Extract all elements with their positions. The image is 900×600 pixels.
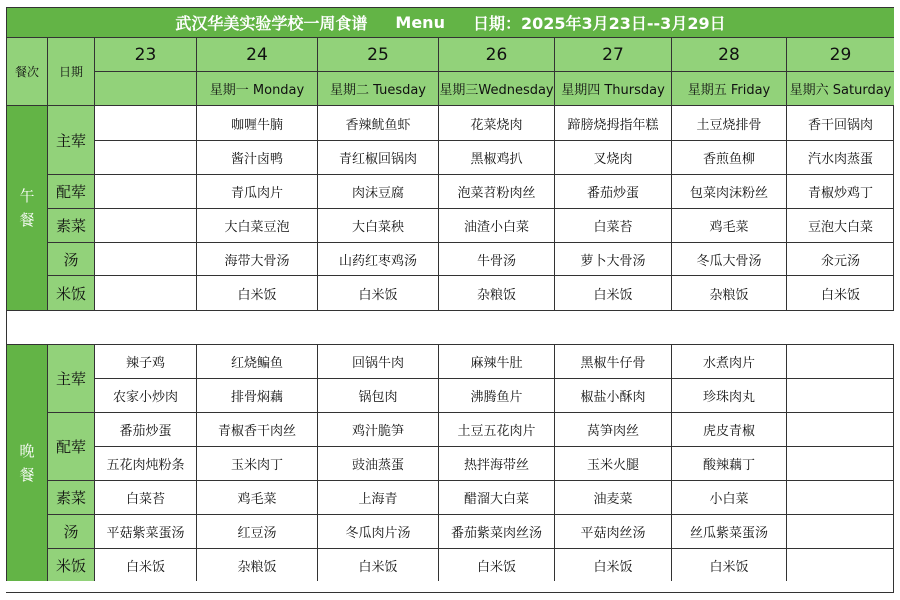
lunch-dish-cell: 青红椒回锅肉 xyxy=(317,140,438,174)
lunch-dish-cell xyxy=(94,174,196,208)
lunch-dish-cell: 青椒炒鸡丁 xyxy=(786,174,894,208)
weekday-label: 星期二 Tuesday xyxy=(317,71,438,105)
day-number: 29 xyxy=(786,37,894,71)
dinner-dish-cell: 五花肉炖粉条 xyxy=(94,446,196,480)
day-number: 28 xyxy=(671,37,786,71)
lunch-dish-cell: 白菜苔 xyxy=(554,208,671,242)
lunch-dish-cell: 黑椒鸡扒 xyxy=(438,140,554,174)
lunch-dish-cell xyxy=(94,208,196,242)
lunch-dish-cell: 叉烧肉 xyxy=(554,140,671,174)
lunch-dish-cell: 肉沫豆腐 xyxy=(317,174,438,208)
dinner-dish-cell xyxy=(786,378,894,412)
dinner-dish-cell: 白米饭 xyxy=(438,548,554,581)
lunch-dish-cell: 豆泡大白菜 xyxy=(786,208,894,242)
lunch-soup-category: 汤 xyxy=(47,242,94,275)
dinner-dish-cell xyxy=(786,344,894,378)
day-number: 24 xyxy=(196,37,317,71)
weekly-menu-table xyxy=(6,7,894,593)
lunch-dish-cell: 白米饭 xyxy=(554,275,671,310)
meal-header: 餐次 xyxy=(6,37,47,105)
lunch-label xyxy=(6,105,47,310)
dinner-dish-cell: 冬瓜肉片汤 xyxy=(317,514,438,548)
dinner-dish-cell: 番茄炒蛋 xyxy=(94,412,196,446)
lunch-dish-cell xyxy=(94,242,196,275)
lunch-dish-cell: 汽水肉蒸蛋 xyxy=(786,140,894,174)
lunch-dish-cell: 杂粮饭 xyxy=(438,275,554,310)
lunch-dish-cell xyxy=(94,140,196,174)
dinner-dish-cell: 青椒香干肉丝 xyxy=(196,412,317,446)
dinner-dish-cell: 杂粮饭 xyxy=(196,548,317,581)
dinner-dish-cell: 玉米肉丁 xyxy=(196,446,317,480)
day-number: 26 xyxy=(438,37,554,71)
day-number: 25 xyxy=(317,37,438,71)
dinner-dish-cell: 平菇肉丝汤 xyxy=(554,514,671,548)
lunch-main-category: 主荤 xyxy=(47,105,94,174)
lunch-dish-cell: 香辣鱿鱼虾 xyxy=(317,105,438,140)
lunch-dish-cell: 大白菜豆泡 xyxy=(196,208,317,242)
dinner-dish-cell: 椒盐小酥肉 xyxy=(554,378,671,412)
date-header: 日期 xyxy=(47,37,94,105)
dinner-dish-cell xyxy=(786,480,894,514)
dinner-dish-cell: 白菜苔 xyxy=(94,480,196,514)
dinner-dish-cell: 回锅牛肉 xyxy=(317,344,438,378)
dinner-dish-cell: 鸡汁脆笋 xyxy=(317,412,438,446)
dinner-dish-cell: 虎皮青椒 xyxy=(671,412,786,446)
dinner-dish-cell: 酸辣藕丁 xyxy=(671,446,786,480)
dinner-dish-cell: 白米饭 xyxy=(671,548,786,581)
lunch-dish-cell: 山药红枣鸡汤 xyxy=(317,242,438,275)
weekday-label: 星期三Wednesday xyxy=(438,71,554,105)
dinner-dish-cell xyxy=(786,514,894,548)
lunch-rice-category: 米饭 xyxy=(47,275,94,310)
menu-label: Menu xyxy=(395,13,445,32)
date-range: 日期：2025年3月23日--3月29日 xyxy=(472,14,726,33)
dinner-dish-cell: 沸腾鱼片 xyxy=(438,378,554,412)
dinner-dish-cell: 豉油蒸蛋 xyxy=(317,446,438,480)
dinner-dish-cell: 热拌海带丝 xyxy=(438,446,554,480)
dinner-dish-cell: 小白菜 xyxy=(671,480,786,514)
lunch-dish-cell: 白米饭 xyxy=(317,275,438,310)
weekday-label: 星期一 Monday xyxy=(196,71,317,105)
dinner-dish-cell: 莴笋肉丝 xyxy=(554,412,671,446)
lunch-dish-cell: 油渣小白菜 xyxy=(438,208,554,242)
lunch-dish-cell: 白米饭 xyxy=(196,275,317,310)
lunch-dish-cell: 氽元汤 xyxy=(786,242,894,275)
dinner-dish-cell: 锅包肉 xyxy=(317,378,438,412)
lunch-dish-cell: 番茄炒蛋 xyxy=(554,174,671,208)
dinner-soup-category: 汤 xyxy=(47,514,94,548)
dinner-dish-cell: 辣子鸡 xyxy=(94,344,196,378)
lunch-dish-cell: 香干回锅肉 xyxy=(786,105,894,140)
dinner-dish-cell: 黑椒牛仔骨 xyxy=(554,344,671,378)
lunch-dish-cell: 土豆烧排骨 xyxy=(671,105,786,140)
dinner-dish-cell: 农家小炒肉 xyxy=(94,378,196,412)
dinner-dish-cell: 红烧鳊鱼 xyxy=(196,344,317,378)
section-gap xyxy=(6,310,894,344)
dinner-dish-cell: 醋溜大白菜 xyxy=(438,480,554,514)
dinner-label-char: 晚 xyxy=(19,442,35,460)
dinner-dish-cell: 水煮肉片 xyxy=(671,344,786,378)
lunch-dish-cell: 鸡毛菜 xyxy=(671,208,786,242)
dinner-veg-category: 素菜 xyxy=(47,480,94,514)
lunch-dish-cell xyxy=(94,105,196,140)
lunch-dish-cell: 咖喱牛腩 xyxy=(196,105,317,140)
lunch-dish-cell: 泡菜苕粉肉丝 xyxy=(438,174,554,208)
lunch-label-char: 午 xyxy=(19,187,35,205)
dinner-dish-cell xyxy=(786,446,894,480)
lunch-dish-cell: 酱汁卤鸭 xyxy=(196,140,317,174)
dinner-dish-cell: 排骨焖藕 xyxy=(196,378,317,412)
dinner-dish-cell: 白米饭 xyxy=(317,548,438,581)
dinner-dish-cell: 油麦菜 xyxy=(554,480,671,514)
dinner-dish-cell: 丝瓜紫菜蛋汤 xyxy=(671,514,786,548)
dinner-dish-cell: 土豆五花肉片 xyxy=(438,412,554,446)
lunch-dish-cell: 包菜肉沫粉丝 xyxy=(671,174,786,208)
lunch-dish-cell: 海带大骨汤 xyxy=(196,242,317,275)
weekday-label xyxy=(94,71,196,105)
weekday-label: 星期五 Friday xyxy=(671,71,786,105)
lunch-dish-cell: 青瓜肉片 xyxy=(196,174,317,208)
dinner-rice-category: 米饭 xyxy=(47,548,94,581)
dinner-dish-cell: 红豆汤 xyxy=(196,514,317,548)
lunch-side-category: 配荤 xyxy=(47,174,94,208)
lunch-dish-cell: 大白菜秧 xyxy=(317,208,438,242)
dinner-dish-cell: 番茄紫菜肉丝汤 xyxy=(438,514,554,548)
dinner-dish-cell: 玉米火腿 xyxy=(554,446,671,480)
dinner-dish-cell xyxy=(786,412,894,446)
dinner-dish-cell: 平菇紫菜蛋汤 xyxy=(94,514,196,548)
lunch-label-char: 餐 xyxy=(19,211,35,229)
school-title: 武汉华美实验学校一周食谱 xyxy=(175,14,368,33)
dinner-dish-cell xyxy=(786,548,894,581)
lunch-dish-cell: 牛骨汤 xyxy=(438,242,554,275)
dinner-dish-cell: 麻辣牛肚 xyxy=(438,344,554,378)
dinner-label-char: 餐 xyxy=(19,466,35,484)
dinner-dish-cell: 上海青 xyxy=(317,480,438,514)
dinner-dish-cell: 鸡毛菜 xyxy=(196,480,317,514)
weekday-label: 星期六 Saturday xyxy=(786,71,894,105)
lunch-dish-cell: 花菜烧肉 xyxy=(438,105,554,140)
dinner-label xyxy=(6,344,47,581)
dinner-dish-cell: 白米饭 xyxy=(554,548,671,581)
lunch-dish-cell xyxy=(94,275,196,310)
dinner-side-category: 配荤 xyxy=(47,412,94,480)
lunch-dish-cell: 冬瓜大骨汤 xyxy=(671,242,786,275)
dinner-dish-cell: 珍珠肉丸 xyxy=(671,378,786,412)
lunch-veg-category: 素菜 xyxy=(47,208,94,242)
lunch-dish-cell: 香煎鱼柳 xyxy=(671,140,786,174)
dinner-main-category: 主荤 xyxy=(47,344,94,412)
menu-title xyxy=(6,7,894,37)
day-number: 27 xyxy=(554,37,671,71)
day-number: 23 xyxy=(94,37,196,71)
lunch-dish-cell: 白米饭 xyxy=(786,275,894,310)
dinner-dish-cell: 白米饭 xyxy=(94,548,196,581)
lunch-dish-cell: 蹄膀烧拇指年糕 xyxy=(554,105,671,140)
weekday-label: 星期四 Thursday xyxy=(554,71,671,105)
lunch-dish-cell: 杂粮饭 xyxy=(671,275,786,310)
lunch-dish-cell: 萝卜大骨汤 xyxy=(554,242,671,275)
